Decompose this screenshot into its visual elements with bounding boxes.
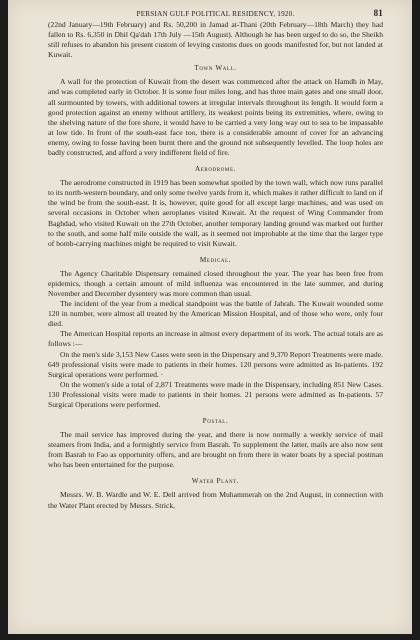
- paragraph: The mail service has improved during the year, and there is now normally a weekly service of mail steamers from India, and a fortnightly service from Basrah. To supplement the latter, mails are also now sent from Basrah to Fao as opportunity offers, and are brought on from there in water boats by a special postman who has been entertained for the purpose.: [48, 430, 383, 470]
- paragraph: The aerodrome constructed in 1919 has been somewhat spoiled by the town wall, which now runs parallel to its north-western boundary, and only some twelve yards from it, which makes it rather difficult to land on if the wind be from the south-east. It is, however, quite good for all except large machines, and was used on several occasions in October when aeroplanes visited Kuwait. At the request of Wing Commander from Baghdad, who visited Kuwait on the 27th October, another temporary landing ground was marked out further to the south, and some half mile outside the wall, as it seemed not improbable at the time that the larger type of bomb-carrying machines might be required to visit Kuwait.: [48, 178, 383, 248]
- section-heading-town-wall: Town Wall.: [194, 64, 237, 73]
- paragraph: The incident of the year from a medical standpoint was the battle of Jahrah. The Kuwait wounded some 120 in number, were almost all treated by the American Mission Hospital, and of those who were, only four died.: [48, 299, 383, 329]
- section-heading-aerodrome: Aerodrome.: [194, 165, 237, 174]
- text-block: [48, 6, 383, 511]
- section-heading-postal: Postal.: [202, 417, 229, 426]
- section-heading-water-plant: Water Plant.: [191, 477, 240, 486]
- section-heading-medical: Medical.: [199, 255, 232, 264]
- paragraph: A wall for the protection of Kuwait from the desert was commenced after the attack on Hamdh in May, and was completed early in October. It is some four miles long, and has three main gates and one small door, all surmounted by towers, with additional towers at irregular intervals throughout its length. It would form a good protection against an enemy without artillery, its weakest points being its extremities, where, owing to the shelving nature of the fore shore, it would have to be carried a very long way out to sea to be impassable at low tide. In front of the south-east face too, there is a considerable amount of cover for an advancing enemy, owing to fosse having been burnt there and the ground not subsequently levelled. The loop holes are badly constructed, and afford a very indifferent field of fire.: [48, 77, 383, 158]
- paragraph: On the men's side 3,153 New Cases were seen in the Dispensary and 9,370 Report Treatments were made. 649 professional visits were made to patients in their homes. 120 persons were admitted as In-patients. 192 Surgical operations were performed. ·: [48, 349, 383, 379]
- page-number: 81: [373, 8, 383, 18]
- paragraph: (22nd January—19th February) and Rs. 50,200 in Jamad at-Thani (20th February—18th March) they had fallen to Rs. 6,350 in Dhil Qa'dah 17th July —15th August). Although he has been urged to do so, the Sheikh still refuses to abandon his present custom of levying customs dues on goods manifested for, but not landed at Kuwait.: [48, 20, 383, 60]
- paragraph: The American Hospital reports an increase in almost every department of its work. The actual totals are as follows :—: [48, 329, 383, 349]
- paragraph: Messrs. W. B. Wardle and W. E. Dell arrived from Muhammerah on the 2nd August, in connection with the Water Plant erected by Messrs. Strick,: [48, 490, 383, 510]
- running-head: [48, 6, 383, 20]
- paragraph: On the women's side a total of 2,871 Treatments were made in the Dispensary, including 851 New Cases. 130 Professional visits were made to patients in their homes. 21 persons were admitted as In-patients. 57 Surgical Operations were performed.: [48, 379, 383, 409]
- paragraph: The Agency Charitable Dispensary remained closed throughout the year. The year has been free from epidemics, though a certain amount of mild influenza was encountered in the late summer, and during November and December dysentery was more common than usual.: [48, 268, 383, 298]
- document-page: [8, 0, 412, 634]
- running-head-title: PERSIAN GULF POLITICAL RESIDENCY, 1920.: [136, 10, 295, 18]
